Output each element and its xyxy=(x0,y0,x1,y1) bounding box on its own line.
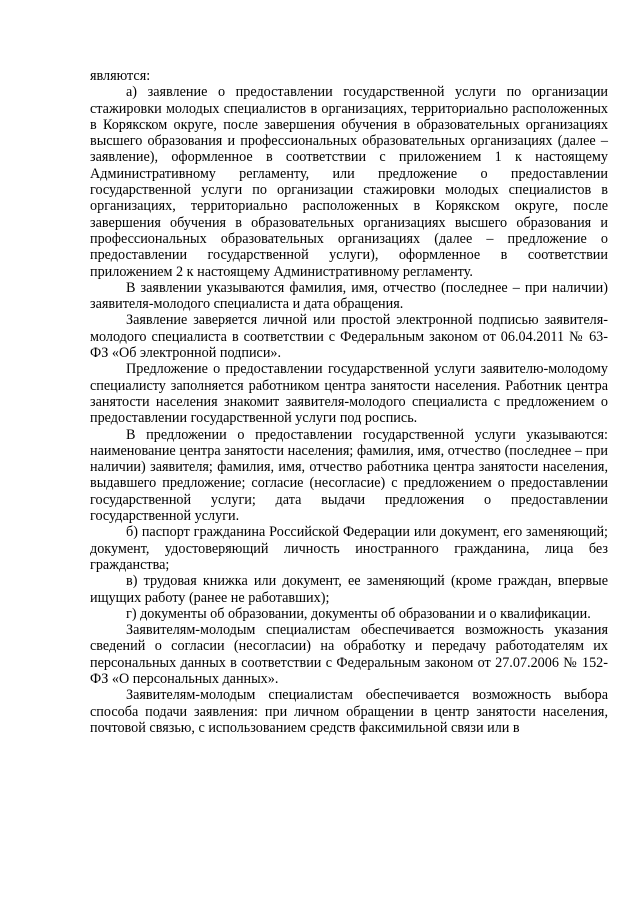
paragraph-submission-methods: Заявителям-молодым специалистам обеспечивается возможность выбора способа подачи заявления: при личном обращении в центр занятости населения, почтовой связью, с использованием средств факсимильной связи или в xyxy=(90,687,608,736)
paragraph-application-fields: В заявлении указываются фамилия, имя, отчество (последнее – при наличии) заявителя-молодого специалиста и дата обращения. xyxy=(90,279,608,313)
paragraph-item-b: б) паспорт гражданина Российской Федерации или документ, его заменяющий; документ, удостоверяющий личность иностранного гражданина, лица без гражданства; xyxy=(90,524,608,573)
paragraph-signature: Заявление заверяется личной или простой электронной подписью заявителя-молодого специалиста в соответствии с Федеральным законом от 06.04.2011 № 63-ФЗ «Об электронной подписи». xyxy=(90,312,608,362)
paragraph-personal-data: Заявителям-молодым специалистам обеспечивается возможность указания сведений о согласии (несогласии) на обработку и передачу работодателям их персональных данных в соответствии с Федеральным законом от 27.07.2006 № 152-ФЗ «О персональных данных». xyxy=(90,622,608,687)
document-body xyxy=(90,68,608,736)
paragraph-item-v: в) трудовая книжка или документ, ее заменяющий (кроме граждан, впервые ищущих работу (ранее не работавших); xyxy=(90,573,608,606)
paragraph-proposal-fields: В предложении о предоставлении государственной услуги указываются: наименование центра занятости населения; фамилия, имя, отчество (последнее – при наличии) заявителя; фамилия, имя, отчество работника центра занятости населения, выдавшего предложение; согласие (несогласие) с предложением о предоставлении государственной услуги; дата выдачи предложения о предоставлении государственной услуги. xyxy=(90,426,608,525)
paragraph-proposal-fill: Предложение о предоставлении государственной услуги заявителю-молодому специалисту заполняется работником центра занятости населения. Работник центра занятости населения знакомит заявителя-молодого специалиста с предложением о предоставлении государственной услуги под роспись. xyxy=(90,361,608,427)
paragraph-item-a: а) заявление о предоставлении государственной услуги по организации стажировки молодых специалистов в организациях, территориально расположенных в Корякском округе, после завершения обучения в образовательных организациях высшего образования и профессиональных образовательных организациях (далее – заявление), оформленное в соответствии с приложением 1 к настоящему Административному регламенту, или предложение о предоставлении государственной услуги по организации стажировки молодых специалистов в организациях, территориально расположенных в Корякском округе, после завершения обучения в образовательных организациях высшего образования и профессиональных образовательных организациях (далее – предложение о предоставлении государственной услуги), оформленное в соответствии приложением 2 к настоящему Административному регламенту. xyxy=(90,84,608,280)
paragraph-lead-in: являются: xyxy=(90,68,151,84)
paragraph-item-g: г) документы об образовании, документы об образовании и о квалификации. xyxy=(126,605,591,622)
